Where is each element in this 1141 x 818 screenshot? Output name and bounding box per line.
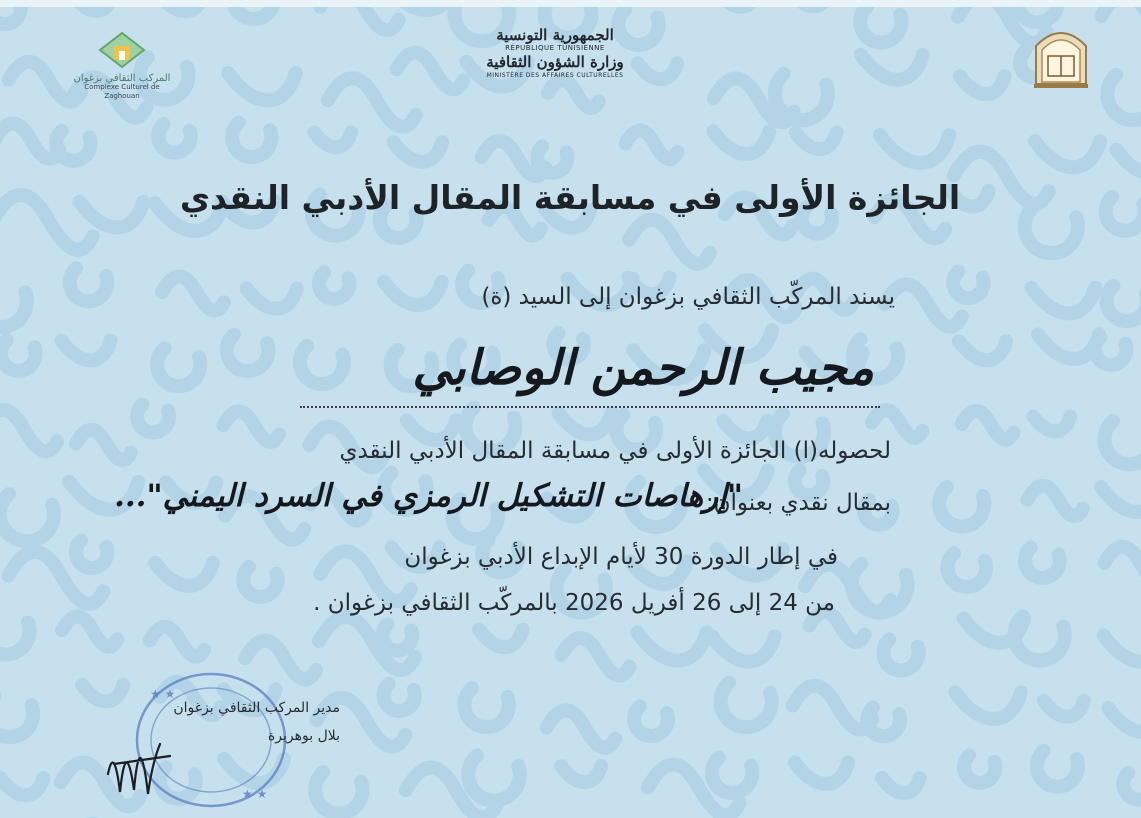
pattern-stroke xyxy=(796,133,837,149)
pattern-stroke xyxy=(162,276,224,310)
pattern-stroke xyxy=(885,284,962,326)
pattern-stroke xyxy=(795,762,849,784)
pattern-stroke xyxy=(960,76,1005,94)
pattern-stroke xyxy=(56,131,90,161)
pattern-stroke xyxy=(629,219,710,263)
signature-block xyxy=(100,664,340,814)
pattern-stroke xyxy=(1025,548,1060,578)
pattern-stroke xyxy=(243,567,277,597)
pattern-stroke xyxy=(319,272,349,299)
pattern-stroke xyxy=(1123,773,1141,800)
pattern-stroke xyxy=(0,410,57,451)
article-line xyxy=(114,478,891,526)
ministry-logo xyxy=(480,26,630,100)
pattern-stroke xyxy=(1025,207,1078,254)
pattern-stroke xyxy=(1037,751,1078,787)
cultural-complex-logo xyxy=(72,30,172,100)
pattern-stroke xyxy=(867,708,900,737)
context-line: في إطار الدورة 30 لأيام الإبداع الأدبي بزغوان xyxy=(404,544,838,570)
pattern-stroke xyxy=(8,552,103,604)
pattern-stroke xyxy=(883,640,918,671)
pattern-stroke xyxy=(634,706,668,736)
pattern-stroke xyxy=(959,341,1006,360)
pattern-stroke xyxy=(406,768,497,818)
pattern-stroke xyxy=(227,335,269,371)
pattern-stroke xyxy=(793,686,873,730)
pattern-stroke xyxy=(939,487,984,526)
pattern-stroke xyxy=(713,131,769,154)
pattern-stroke xyxy=(158,124,191,153)
dates-line: من 24 إلى 26 أفريل 2026 بالمركّب الثقافي بزغوان . xyxy=(313,590,835,616)
pattern-stroke xyxy=(155,563,213,586)
awarded-by-line: يسند المركّب الثقافي بزغوان إلى السيد (ة) xyxy=(481,284,895,310)
pattern-stroke xyxy=(648,765,740,816)
article-label: بمقال نقدي بعنوان: xyxy=(705,490,891,516)
pattern-stroke xyxy=(80,202,144,228)
director-name: بلال بوهريرة xyxy=(267,728,340,744)
pattern-stroke xyxy=(384,282,442,305)
ministry-arabic: وزارة الشؤون الثقافية xyxy=(486,53,624,71)
name-dotted-line xyxy=(300,406,880,408)
pattern-stroke xyxy=(62,616,117,646)
handwritten-signature xyxy=(100,704,190,804)
pattern-stroke xyxy=(852,564,908,613)
pattern-stroke xyxy=(1014,616,1064,660)
pattern-stroke xyxy=(228,73,296,100)
pattern-stroke xyxy=(247,288,297,308)
pattern-stroke xyxy=(328,78,416,126)
pattern-stroke xyxy=(0,613,29,654)
director-title: مدير المركب الثقافي بزغوان xyxy=(173,700,340,716)
house-emblem-icon xyxy=(72,30,172,70)
pattern-stroke xyxy=(0,494,54,541)
pattern-stroke xyxy=(70,268,108,301)
pattern-stroke xyxy=(384,684,415,711)
pattern-stroke xyxy=(1,340,36,371)
top-edge xyxy=(0,0,1141,7)
pattern-stroke xyxy=(232,123,271,157)
pattern-stroke xyxy=(0,195,93,250)
pattern-stroke xyxy=(1031,288,1095,314)
pattern-stroke xyxy=(537,146,567,173)
pattern-stroke xyxy=(76,540,108,568)
pattern-stroke xyxy=(1106,197,1141,231)
pattern-stroke xyxy=(962,411,1014,440)
recipient-name: مجيب الرحمن الوصابي xyxy=(412,340,874,396)
pattern-stroke xyxy=(953,272,983,299)
svg-text:★ ★: ★ ★ xyxy=(150,687,176,701)
svg-text:★ ★: ★ ★ xyxy=(242,787,268,801)
pattern-stroke xyxy=(62,341,111,361)
pattern-stroke xyxy=(882,778,920,793)
pattern-stroke xyxy=(482,141,546,176)
pattern-stroke xyxy=(137,404,169,432)
pattern-stroke xyxy=(547,710,615,748)
pattern-stroke xyxy=(468,755,520,800)
pattern-stroke xyxy=(1035,141,1100,167)
pattern-stroke xyxy=(721,682,772,727)
pattern-stroke xyxy=(809,612,864,642)
pattern-stroke xyxy=(561,638,629,676)
pattern-stroke xyxy=(9,62,81,102)
pattern-stroke xyxy=(1104,635,1141,662)
pattern-stroke xyxy=(638,63,678,79)
pattern-stroke xyxy=(314,132,351,147)
pattern-stroke xyxy=(637,633,706,661)
left-logo-latin: Complexe Culturel de Zaghouan xyxy=(84,83,160,100)
pattern-stroke xyxy=(1105,421,1141,464)
pattern-stroke xyxy=(948,553,987,587)
pattern-stroke xyxy=(964,755,995,783)
pattern-stroke xyxy=(0,123,59,158)
pattern-stroke xyxy=(1107,286,1141,321)
certificate-title: الجائزة الأولى في مسابقة المقال الأدبي النقدي xyxy=(179,178,961,217)
pattern-stroke xyxy=(479,630,522,648)
pattern-stroke xyxy=(880,135,949,163)
pattern-stroke xyxy=(382,624,412,650)
pattern-stroke xyxy=(397,53,464,90)
pattern-stroke xyxy=(1044,701,1084,717)
pattern-stroke xyxy=(1116,150,1141,174)
reason-line: لحصوله(ا) الجائزة الأولى في مسابقة المقال الأدبي النقدي xyxy=(339,438,891,464)
pattern-stroke xyxy=(76,430,131,460)
pattern-stroke xyxy=(712,758,752,793)
pattern-stroke xyxy=(712,636,775,661)
republic-latin: RÉPUBLIQUE TUNISIENNE xyxy=(505,44,605,52)
pattern-stroke xyxy=(150,627,204,657)
building-emblem-icon xyxy=(1030,22,1092,92)
pattern-stroke xyxy=(1095,337,1126,364)
pattern-stroke xyxy=(626,131,678,160)
pattern-stroke xyxy=(1107,75,1141,120)
pattern-stroke xyxy=(0,696,33,737)
pattern-stroke xyxy=(1038,334,1099,359)
pattern-stroke xyxy=(964,618,1025,642)
pattern-stroke xyxy=(860,7,901,43)
pattern-stroke xyxy=(775,74,828,120)
pattern-stroke xyxy=(0,778,43,795)
pattern-stroke xyxy=(0,282,27,327)
pattern-stroke xyxy=(1028,486,1083,516)
pattern-stroke xyxy=(955,692,1021,718)
pattern-stroke xyxy=(1033,416,1070,431)
republic-arabic: الجمهورية التونسية xyxy=(496,26,614,44)
left-logo-arabic: المركب الثقافي بزغوان xyxy=(73,73,171,84)
ministry-latin: MINISTÈRE DES AFFAIRES CULTURELLES xyxy=(486,72,624,79)
recipient-row xyxy=(270,340,880,420)
pattern-stroke xyxy=(1108,708,1141,732)
pattern-stroke xyxy=(1101,487,1141,512)
pattern-stroke xyxy=(319,617,415,670)
pattern-stroke xyxy=(714,78,794,122)
pattern-stroke xyxy=(723,421,767,439)
pattern-stroke xyxy=(464,688,509,727)
pattern-stroke xyxy=(861,55,923,80)
pattern-stroke xyxy=(561,766,601,782)
pattern-stroke xyxy=(1104,547,1141,582)
article-title: "إرهاصات التشكيل الرمزي في السرد اليمني"... xyxy=(114,478,743,514)
pattern-stroke xyxy=(394,142,443,162)
pattern-stroke xyxy=(157,348,200,386)
